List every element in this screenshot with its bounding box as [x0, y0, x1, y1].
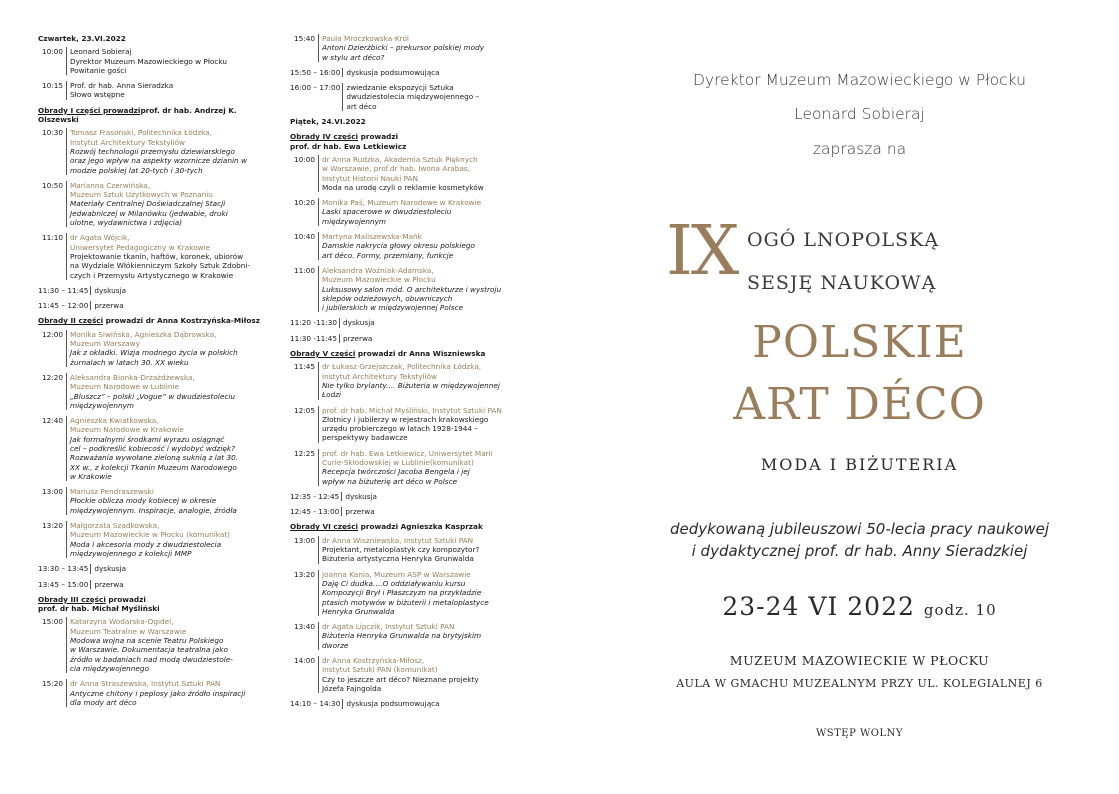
entry-author: Paula Mroczkowska-Król	[322, 34, 409, 43]
entry-time: 15:40	[293, 34, 315, 43]
invitation-invites: zaprasza na	[812, 140, 907, 158]
program-entry	[290, 507, 520, 516]
entry-title: w Warszawie. Dokumentacja teatralna jako	[70, 645, 228, 655]
entry-time: 14:10 – 14:30	[290, 699, 341, 709]
entry-title: źródło w badaniach nad modą dwudziestole-	[70, 654, 233, 664]
entry-time: 10:30	[41, 128, 63, 138]
entry-title: ulotne, wydawnictwa i zdjęcia)	[70, 218, 183, 228]
entry-line: Leonard Sobieraj	[70, 47, 132, 57]
entry-time: 12:25	[293, 448, 315, 458]
entry-author: w Warszawie, prof.dr hab. Iwona Arabas,	[322, 164, 471, 174]
program-entry	[290, 198, 520, 226]
entry-title: Moda i akcesoria mody z dwudziestolecia	[70, 539, 222, 549]
entry-body	[318, 34, 520, 62]
entry-title: Łodzi	[322, 390, 342, 400]
entry-body	[318, 362, 520, 399]
program-entry	[290, 699, 520, 708]
entry-author: dr Agata Lipczik, Instytut Sztuki PAN	[322, 622, 455, 632]
entry-body	[341, 492, 377, 501]
entry-title: Płockie oblicza mody kobiecej w okresie	[70, 496, 217, 506]
entry-time: 11:00	[293, 265, 315, 275]
venue-name: MUZEUM MAZOWIECKIE W PŁOCKU	[729, 653, 990, 668]
entry-time: 11:20 -11:30	[290, 318, 338, 328]
entry-author: Małgorzata Szadkowska,	[70, 521, 160, 531]
entry-time: 13:20	[293, 569, 315, 579]
session-heading-chair: prowadzi dr Anna Wiszniewska	[355, 349, 486, 359]
program-entry	[38, 47, 276, 75]
program-entry	[38, 617, 276, 673]
entry-time: 12:00	[41, 329, 63, 339]
dedication-line-2: i dydaktycznej prof. dr hab. Anny Sieradzkiej	[691, 542, 1028, 560]
entry-author: Muzeum Teatralne w Warszawie	[70, 626, 187, 636]
main-title-line-1: POLSKIE	[752, 317, 967, 368]
entry-line: Powitanie gości	[70, 65, 127, 75]
entry-time: 10:40	[293, 232, 315, 242]
entry-time: 16:00 – 17:00	[290, 83, 341, 93]
entry-author: Instytut Architektury Tekstyliów	[70, 137, 186, 147]
entry-author: Instytut Historii Nauki PAN	[322, 173, 418, 183]
entry-body	[90, 286, 126, 295]
entry-author: dr Łukasz Grzejszczak, Politechnika Łódzka,	[322, 362, 482, 372]
entry-title: w stylu art déco?	[322, 52, 385, 62]
subtitle: MODA I BIŻUTERIA	[760, 455, 959, 474]
session-heading-chair: prowadzi Agnieszka Kasprzak	[358, 522, 483, 532]
entry-title: Jedwabniczej w Milanówku (jedwabie, druki	[70, 208, 228, 218]
day-heading: Piątek, 24.VI.2022	[290, 117, 366, 127]
entry-title: dla mody art déco	[70, 697, 137, 707]
entry-body	[318, 536, 520, 564]
session-number: IX	[666, 212, 738, 291]
entry-line: Słowo wstępne	[70, 90, 125, 100]
entry-body	[318, 232, 520, 260]
entry-title: Luksusowy salon mód. O architekturze i wystroju	[322, 284, 502, 294]
entry-text: Projektant, metaloplastyk czy kompozytor?	[322, 545, 480, 555]
entry-line: dyskusja podsumowująca	[346, 67, 440, 77]
entry-title: Jak z okładki. Wizja modnego życia w polskich	[70, 348, 238, 358]
entry-time: 15:00	[41, 617, 63, 627]
entry-time: 13:40	[293, 622, 315, 632]
session-heading-label: Obrady I części prowadzi	[38, 105, 141, 115]
entry-author: Instytut Architektury Tekstyliów	[322, 371, 438, 381]
event-date-days: 23-24 VI 2022	[722, 592, 915, 621]
session-heading-label: Obrady III części	[38, 594, 106, 604]
program-entry	[38, 487, 276, 515]
entry-author: Joanna Kania, Muzeum ASP w Warszawie	[322, 569, 471, 579]
program-entry	[38, 128, 276, 174]
entry-title: ptasich motywów w biżuterii i metaloplastyce	[322, 597, 489, 607]
session-heading-chair-line: prof. dr hab. Ewa Letkiewicz	[290, 141, 407, 151]
session-heading-label: Obrady IV części	[290, 132, 359, 142]
entry-author: dr Anna Straszewska, Instytut Sztuki PAN	[70, 679, 221, 689]
entry-body	[66, 128, 276, 174]
program-entry	[290, 334, 520, 343]
entry-body	[342, 68, 439, 77]
program-column-2	[290, 34, 520, 715]
entry-title: dworze	[322, 640, 349, 650]
entry-time: 13:45 – 15:00	[38, 579, 89, 589]
entry-body	[342, 83, 479, 111]
entry-body	[66, 487, 276, 515]
entry-line: art déco	[346, 101, 377, 111]
entry-title: Kompozycji Brył i Płaszczyzn na przykładzie	[322, 588, 482, 598]
program-entry	[290, 68, 520, 77]
program-entry	[290, 536, 520, 564]
program-entry	[290, 155, 520, 192]
entry-author: dr Anna Kostrzyńska-Miłosz,	[322, 656, 425, 666]
entry-author: Monika Siwińska, Agnieszka Dąbrowska,	[70, 329, 217, 339]
entry-body	[318, 622, 520, 650]
program-entry	[290, 622, 520, 650]
entry-author: Muzeum Sztuk Użytkowych w Poznaniu	[70, 190, 213, 200]
session-heading-label: Obrady VI części	[290, 522, 359, 532]
entry-author: Muzeum Mazowieckie w Płocku	[322, 275, 436, 285]
session-heading-label: Obrady II części	[38, 316, 104, 326]
session-line-1: OGÓ LNOPOLSKĄ	[747, 229, 940, 251]
entry-time: 10:50	[41, 180, 63, 190]
entry-body	[318, 266, 520, 312]
entry-title: Recepcja twórczości Jacoba Bengela i jej	[322, 467, 470, 477]
entry-title: modzie polskiej lat 20-tych i 30-tych	[70, 165, 203, 175]
entry-time: 12:05	[293, 405, 315, 415]
session-heading-chair: prof. dr hab. Andrzej K. Olszewski	[38, 105, 237, 125]
entry-author: Marianna Czerwińska,	[70, 180, 151, 190]
program-entry	[290, 406, 520, 443]
entry-time: 13:20	[41, 521, 63, 531]
entry-time: 10:15	[41, 81, 63, 91]
program-entry	[290, 83, 520, 111]
entry-title: Rozważania wywołane zieloną suknią z lat 30.	[70, 453, 239, 463]
program-entry	[38, 181, 276, 227]
program-entry	[290, 34, 520, 62]
program-entry	[38, 373, 276, 410]
entry-author: Mariusz Pendraszewski	[70, 487, 154, 497]
entry-title: Materiały Centralnej Doświadczalnej Stacji	[70, 199, 226, 209]
entry-author: prof. dr hab. Michał Myśliński, Instytut Sztuki PAN	[322, 405, 502, 415]
program-entry	[38, 286, 276, 295]
session-heading	[290, 132, 520, 151]
entry-title: w Krakowie	[70, 471, 112, 481]
entry-title: Rozwój technologii przemysłu dziewiarskiego	[70, 146, 236, 156]
program-entry	[290, 232, 520, 260]
dedication-line-1: dedykowaną jubileuszowi 50-lecia pracy naukowej	[669, 520, 1050, 538]
entry-body	[341, 507, 374, 516]
entry-body	[318, 449, 520, 486]
program-entry	[290, 570, 520, 616]
entry-title: wpływ na biżuterię art déco w Polsce	[322, 476, 458, 486]
entry-body	[90, 301, 123, 310]
entry-title: sklepów odzieżowych, obuwniczych	[322, 293, 453, 303]
entry-title: żurnalach w latach 30. XX wieku	[70, 357, 189, 367]
entry-time: 13:30 – 13:45	[38, 564, 89, 574]
entry-title: XX w., z kolekcji Tkanin Muzeum Narodowego	[70, 462, 237, 472]
session-heading-chair-line: prof. dr hab. Michał Myśliński	[38, 604, 160, 614]
day-heading: Czwartek, 23.VI.2022	[38, 34, 126, 43]
entry-text: Józefa Fajngolda	[322, 683, 382, 693]
entry-text: urzędu probierczego w latach 1928-1944 –	[322, 424, 479, 434]
entry-body	[66, 81, 276, 100]
entry-text: Moda na urodę czyli o reklamie kosmetyków	[322, 182, 484, 192]
session-heading-chair: prowadzi	[105, 594, 146, 604]
entry-body	[66, 233, 276, 279]
entry-author: Tomasz Frasoński, Politechnika Łódzka,	[70, 128, 213, 138]
entry-time: 15:20	[41, 679, 63, 689]
entry-title: art déco. Formy, przemiany, funkcje	[322, 250, 454, 260]
entry-title: Modowa wojna na scenie Teatru Polskiego	[70, 636, 224, 646]
entry-text: czych i Przemysłu Artystycznego w Krakowie	[70, 270, 234, 280]
entry-time: 11:45 – 12:00	[38, 301, 89, 311]
program-entry	[290, 656, 520, 693]
entry-line: przerwa	[345, 507, 375, 517]
entry-body	[90, 564, 126, 573]
program-entry	[290, 362, 520, 399]
entry-author: Muzeum Narodowe w Lublinie	[70, 382, 180, 392]
entry-body	[339, 334, 372, 343]
entry-body	[318, 155, 520, 192]
entry-title: międzywojennym	[70, 400, 135, 410]
entry-author: dr Agata Wójcik,	[70, 233, 130, 243]
entry-title: Jak formalnymi środkami wyrazu osiągnąć	[70, 434, 225, 444]
session-heading	[38, 316, 276, 325]
entry-body	[66, 330, 276, 367]
invitation-name: Leonard Sobieraj	[794, 105, 925, 123]
entry-title: Antyczne chitony i peplosy jako źródło inspiracji	[70, 688, 246, 698]
entry-title: Biżuteria Henryka Grunwalda na brytyjskim	[322, 631, 482, 641]
venue-address: AULA W GMACHU MUZEALNYM PRZY UL. KOLEGIALNEJ 6	[676, 677, 1043, 690]
program-entry	[38, 521, 276, 558]
entry-body	[318, 198, 520, 226]
entry-line: dyskusja	[345, 491, 378, 501]
session-heading	[38, 595, 276, 614]
program-entry	[38, 233, 276, 279]
entry-title: międzywojennym. Inspiracje, analogie, źródła	[70, 505, 237, 515]
entry-body	[342, 699, 439, 708]
entry-time: 12:35 - 12:45	[290, 491, 340, 501]
entry-time: 12:45 - 13:00	[290, 507, 340, 517]
session-heading-chair: prowadzi	[358, 132, 399, 142]
entry-author: Muzeum Warszawy	[70, 339, 140, 349]
entry-author: Instytut Sztuki PAN (komunikat)	[322, 665, 438, 675]
entry-author: Agnieszka Kwiatkowska,	[70, 416, 159, 426]
entry-title: Henryka Grunwalda	[322, 606, 395, 616]
entry-title: cel – podkreślić kobiecość i wydobyć wdzięk?	[70, 443, 235, 453]
entry-time: 13:00	[293, 535, 315, 545]
entry-line: dyskusja podsumowująca	[346, 699, 440, 709]
entry-author: Martyna Maliszewska-Mańk	[322, 232, 422, 242]
entry-title: oraz jego wpływ na aspekty wzornicze dzianin w	[70, 156, 247, 166]
invitation-panel	[600, 0, 1119, 794]
program-entry	[38, 580, 276, 589]
program-column-1	[38, 34, 276, 713]
entry-author: Curie-Skłodowskiej w Lublinie(komunikat)	[322, 457, 474, 467]
entry-title: Laski spacerowe w dwudziestoleciu	[322, 207, 452, 217]
entry-author: Katarzyna Wodarska-Ogidel,	[70, 617, 174, 627]
entry-time: 10:00	[293, 154, 315, 164]
entry-line: zwiedzanie ekspozycji Sztuka	[346, 83, 454, 93]
entry-time: 11:30 -11:45	[290, 333, 338, 343]
entry-line: dwudziestolecia międzywojennego –	[346, 92, 480, 102]
entry-body	[66, 373, 276, 410]
entry-author: dr Anna Rudzka, Akademia Sztuk Pięknych	[322, 154, 478, 164]
entry-body	[66, 416, 276, 481]
entry-time: 10:00	[41, 47, 63, 57]
entry-author: Aleksandra Bionka-Drzażdżewska,	[70, 372, 195, 382]
entry-title: i jubilerskich w międzywojennej Polsce	[322, 303, 464, 313]
entry-body	[66, 617, 276, 673]
entry-title: międzywojennego z kolekcji MMP	[70, 548, 192, 558]
program-entry	[290, 449, 520, 486]
entry-title: Antoni Dzierżbicki – prekursor polskiej mody	[322, 43, 485, 53]
entry-title: Damskie nakrycia głowy okresu polskiego	[322, 241, 476, 251]
entry-author: Muzeum Mazowieckie w Płocku (komunikat)	[70, 530, 231, 540]
entry-line: przerwa	[94, 301, 124, 311]
entry-text: Projektowanie tkanin, haftów, koronek, ubiorów	[70, 251, 244, 261]
entry-author: Monika Paś, Muzeum Narodowe w Krakowie	[322, 198, 482, 208]
entry-body	[66, 181, 276, 227]
entry-title: Daję Ci dudka….O oddziaływaniu kursu	[322, 578, 466, 588]
entry-body	[339, 318, 375, 327]
entry-time: 10:20	[293, 198, 315, 208]
entry-author: prof. dr hab. Ewa Letkiewicz, Uniwersytet Marii	[322, 448, 493, 458]
entry-text: na Wydziale Włókienniczym Szkoły Sztuk Zdobni-	[70, 261, 251, 271]
entry-author: dr Anna Wiszniewska, Instytut Sztuki PAN	[322, 535, 474, 545]
session-heading	[290, 522, 520, 531]
session-heading-chair: prowadzi dr Anna Kostrzyńska-Miłosz	[103, 316, 260, 326]
entry-time: 12:40	[41, 416, 63, 426]
entry-text: perspektywy badawcze	[322, 433, 408, 443]
program-entry	[38, 81, 276, 100]
entry-title: cia międzywojennego	[70, 663, 150, 673]
session-heading	[38, 106, 276, 125]
program-entry	[290, 492, 520, 501]
program-entry	[38, 330, 276, 367]
entry-line: dyskusja	[94, 564, 127, 574]
session-heading	[290, 349, 520, 358]
program-entry	[38, 301, 276, 310]
entry-title: Nie tylko brylanty.... Biżuteria w międzywojennej	[322, 380, 500, 390]
entry-author: Aleksandra Woźniak-Adamska,	[322, 265, 434, 275]
entry-text: Złotnicy i jubilerzy w rejestrach krakowskiego	[322, 414, 489, 424]
entry-time: 11:45	[293, 362, 315, 372]
program-entry	[38, 679, 276, 707]
free-entry: WSTĘP WOLNY	[816, 728, 903, 739]
main-title-line-2: ART DÉCO	[733, 379, 986, 430]
entry-line: dyskusja	[343, 318, 375, 328]
entry-time: 12:20	[41, 372, 63, 382]
entry-time: 15:50 – 16:00	[290, 67, 341, 77]
entry-line: dyskusja	[94, 285, 127, 295]
entry-body	[66, 521, 276, 558]
entry-text: Czy to jeszcze art déco? Nieznane projekty	[322, 674, 479, 684]
entry-body	[66, 679, 276, 707]
entry-body	[318, 656, 520, 693]
entry-author: Uniwersytet Pedagogiczny w Krakowie	[70, 242, 211, 252]
entry-time: 11:30 – 11:45	[38, 285, 89, 295]
entry-title: „Bluszcz” – polski „Vogue” w dwudziestoleciu	[70, 391, 235, 401]
entry-text: Biżuteria artystyczna Henryka Grunwalda	[322, 554, 474, 564]
event-hour: godz. 10	[923, 601, 997, 619]
invitation-director: Dyrektor Muzeum Mazowieckiego w Płocku	[693, 71, 1026, 89]
entry-title: międzywojennym	[322, 216, 387, 226]
entry-time: 14:00	[293, 656, 315, 666]
entry-body	[318, 570, 520, 616]
event-date	[600, 592, 1119, 621]
program-entry	[290, 266, 520, 312]
entry-line: przerwa	[94, 579, 124, 589]
session-line-2: SESJĘ NAUKOWĄ	[747, 272, 937, 294]
session-heading-label: Obrady V części	[290, 349, 356, 359]
entry-line: Dyrektor Muzeum Mazowieckiego w Płocku	[70, 56, 228, 66]
entry-time: 13:00	[41, 487, 63, 497]
entry-line: Prof. dr hab. Anna Sieradzka	[70, 81, 174, 91]
entry-line: przerwa	[343, 333, 373, 343]
program-entry	[38, 564, 276, 573]
entry-body	[66, 47, 276, 75]
entry-author: Muzeum Narodowe w Krakowie	[70, 425, 184, 435]
program-entry	[38, 416, 276, 481]
program-entry	[290, 318, 520, 327]
entry-body	[90, 580, 123, 589]
entry-body	[318, 406, 520, 443]
entry-time: 11:10	[41, 233, 63, 243]
